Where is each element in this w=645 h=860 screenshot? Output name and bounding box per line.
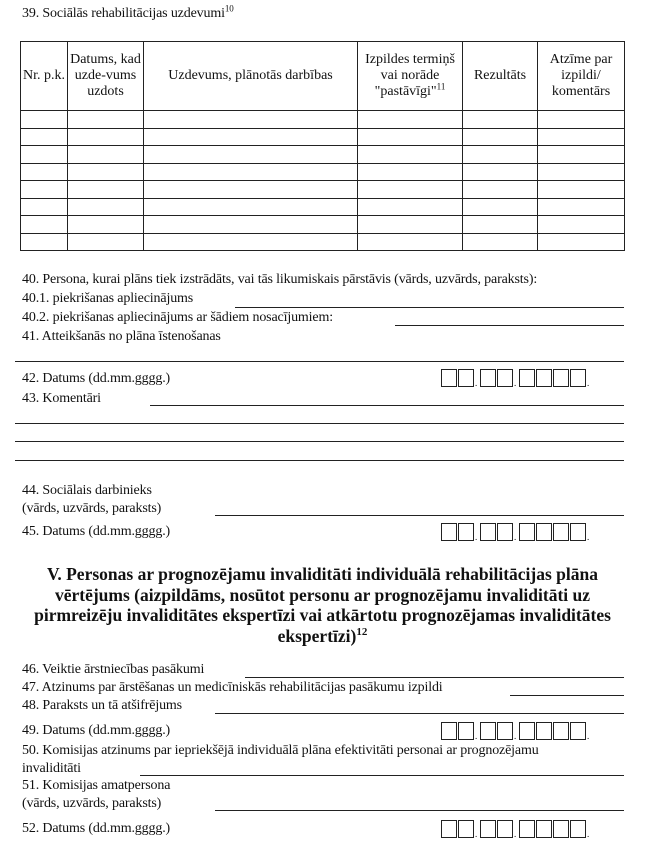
table-cell[interactable] [463,233,538,251]
date-digit-box[interactable] [536,722,552,740]
col-date-assigned: Datums, kad uzde-vums uzdots [68,42,144,111]
item-40-2: 40.2. piekrišanas apliecinājums ar šādiem nosacījumiem: [22,310,333,325]
date-digit-box[interactable] [497,820,513,838]
date-separator: . [514,532,517,542]
date-field-45[interactable] [441,521,592,541]
date-digit-box[interactable] [441,820,457,838]
date-digit-box[interactable] [458,722,474,740]
date-field-42[interactable] [441,367,592,387]
table-cell[interactable] [358,128,463,146]
comments-input-line[interactable] [150,405,624,406]
date-digit-box[interactable] [570,369,586,387]
table-cell[interactable] [21,163,68,181]
table-cell[interactable] [358,198,463,216]
table-cell[interactable] [538,128,625,146]
date-separator: . [514,829,517,839]
date-digit-box[interactable] [497,369,513,387]
refusal-input-line[interactable] [15,361,624,362]
item-44: 44. Sociālais darbinieks [22,483,152,498]
date-digit-box[interactable] [497,722,513,740]
comments-input-line[interactable] [15,423,624,424]
table-cell[interactable] [68,233,144,251]
item-51: 51. Komisijas amatpersona [22,778,171,793]
date-digit-box[interactable] [441,523,457,541]
col-task: Uzdevums, plānotās darbības [144,42,358,111]
table-cell[interactable] [463,181,538,199]
treatment-input-line[interactable] [245,677,624,678]
table-cell[interactable] [463,146,538,164]
table-cell[interactable] [144,163,358,181]
item-51-hint: (vārds, uzvārds, paraksts) [22,796,162,811]
comments-input-line[interactable] [15,441,624,442]
date-digit-box[interactable] [553,523,569,541]
date-digit-box[interactable] [458,369,474,387]
table-cell[interactable] [358,181,463,199]
table-cell[interactable] [21,128,68,146]
date-separator: . [475,829,478,839]
date-digit-box[interactable] [536,523,552,541]
table-cell[interactable] [358,163,463,181]
date-digit-box[interactable] [519,722,535,740]
col-deadline-text: Izpildes termiņš vai norāde "pastāvīgi" [365,52,455,99]
date-separator: . [587,378,590,388]
consent-input-line[interactable] [235,307,624,308]
date-digit-box[interactable] [570,722,586,740]
date-separator: . [514,378,517,388]
date-field-52[interactable] [441,818,592,838]
col-comment: Atzīme par izpildi/ komentārs [538,42,625,111]
conditional-consent-input-line[interactable] [395,325,624,326]
title-text: 39. Sociālās rehabilitācijas uzdevumi [22,6,225,21]
table-cell[interactable] [144,181,358,199]
table-cell[interactable] [21,198,68,216]
heading-line [15,626,630,647]
table-row [21,111,625,129]
date-digit-box[interactable] [553,722,569,740]
date-digit-box[interactable] [441,722,457,740]
table-cell[interactable] [68,111,144,129]
section-39-title [22,3,234,22]
tasks-table [20,41,625,251]
date-digit-box[interactable] [519,523,535,541]
date-separator: . [475,532,478,542]
item-40-1: 40.1. piekrišanas apliecinājums [22,291,194,306]
heading-line-text: ekspertīzi) [277,625,357,646]
commission-opinion-input-line[interactable] [140,775,624,776]
date-digit-box[interactable] [480,722,496,740]
table-cell[interactable] [538,198,625,216]
footnote-ref: 12 [356,625,368,638]
table-header-row [21,42,625,111]
date-digit-box[interactable] [536,369,552,387]
date-digit-box[interactable] [441,369,457,387]
social-worker-input-line[interactable] [215,515,624,516]
date-digit-box[interactable] [570,820,586,838]
date-digit-box[interactable] [553,369,569,387]
table-cell[interactable] [144,233,358,251]
table-cell[interactable] [144,146,358,164]
official-input-line[interactable] [215,810,624,811]
item-50-cont: invaliditāti [22,761,81,776]
table-cell[interactable] [68,163,144,181]
table-cell[interactable] [144,216,358,234]
table-row [21,216,625,234]
table-cell[interactable] [68,181,144,199]
table-cell[interactable] [538,181,625,199]
table-cell[interactable] [68,198,144,216]
date-separator: . [475,378,478,388]
item-42: 42. Datums (dd.mm.gggg.) [22,371,171,386]
table-cell[interactable] [21,111,68,129]
date-digit-box[interactable] [570,523,586,541]
date-field-49[interactable] [441,720,592,740]
date-digit-box[interactable] [553,820,569,838]
table-cell[interactable] [358,146,463,164]
footnote-ref: 10 [224,3,234,14]
section-v-heading [15,564,630,646]
item-50: 50. Komisijas atzinums par iepriekšējā individuālā plāna efektivitāti personai ar prognozējamu [22,743,539,758]
date-digit-box[interactable] [480,523,496,541]
table-cell[interactable] [463,163,538,181]
date-digit-box[interactable] [458,523,474,541]
table-row [21,198,625,216]
table-cell[interactable] [144,128,358,146]
opinion-input-line[interactable] [510,695,624,696]
heading-line: V. Personas ar prognozējamu invaliditāti individuālā rehabilitācijas plāna [46,564,598,584]
table-cell[interactable] [21,146,68,164]
table-cell[interactable] [68,146,144,164]
comments-input-line[interactable] [15,460,624,461]
table-cell[interactable] [68,216,144,234]
date-digit-box[interactable] [519,820,535,838]
signature-input-line[interactable] [215,713,624,714]
item-52: 52. Datums (dd.mm.gggg.) [22,821,171,836]
date-digit-box[interactable] [480,369,496,387]
table-row [21,146,625,164]
item-45: 45. Datums (dd.mm.gggg.) [22,524,171,539]
item-48: 48. Paraksts un tā atšifrējums [22,698,182,713]
col-result: Rezultāts [463,42,538,111]
table-cell[interactable] [68,128,144,146]
table-cell[interactable] [538,111,625,129]
item-43: 43. Komentāri [22,391,101,406]
col-nr: Nr. p.k. [21,42,68,111]
footnote-ref: 11 [436,81,446,92]
date-digit-box[interactable] [536,820,552,838]
table-cell[interactable] [463,128,538,146]
table-cell[interactable] [144,111,358,129]
table-cell[interactable] [21,233,68,251]
table-row [21,128,625,146]
table-cell[interactable] [21,181,68,199]
item-44-hint: (vārds, uzvārds, paraksts) [22,501,162,516]
table-cell[interactable] [538,163,625,181]
date-separator: . [475,731,478,741]
date-digit-box[interactable] [480,820,496,838]
date-digit-box[interactable] [497,523,513,541]
table-cell[interactable] [538,146,625,164]
table-row [21,163,625,181]
table-row [21,233,625,251]
table-row [21,181,625,199]
table-cell[interactable] [358,111,463,129]
item-47: 47. Atzinums par ārstēšanas un medicīniskās rehabilitācijas pasākumu izpildi [22,680,443,695]
date-separator: . [587,829,590,839]
table-cell[interactable] [538,233,625,251]
item-49: 49. Datums (dd.mm.gggg.) [22,723,171,738]
item-46: 46. Veiktie ārstniecības pasākumi [22,662,205,677]
item-41: 41. Atteikšanās no plāna īstenošanas [22,329,221,344]
date-separator: . [514,731,517,741]
date-digit-box[interactable] [458,820,474,838]
date-separator: . [587,731,590,741]
date-digit-box[interactable] [519,369,535,387]
table-cell[interactable] [463,198,538,216]
heading-line: vērtējums (aizpildāms, nosūtot personu ar prognozējamu invaliditāti uz [54,584,591,605]
table-cell[interactable] [463,216,538,234]
table-cell[interactable] [463,111,538,129]
col-deadline [358,42,463,111]
date-separator: . [587,532,590,542]
heading-line: pirmreizēju invaliditātes ekspertīzi vai atkārtotu prognozējamas invaliditātes [34,605,611,625]
item-40: 40. Persona, kurai plāns tiek izstrādāts, vai tās likumiskais pārstāvis (vārds, uzvārds, paraksts): [22,272,538,287]
table-cell[interactable] [358,233,463,251]
table-cell[interactable] [21,216,68,234]
table-cell[interactable] [358,216,463,234]
table-cell[interactable] [538,216,625,234]
table-cell[interactable] [144,198,358,216]
